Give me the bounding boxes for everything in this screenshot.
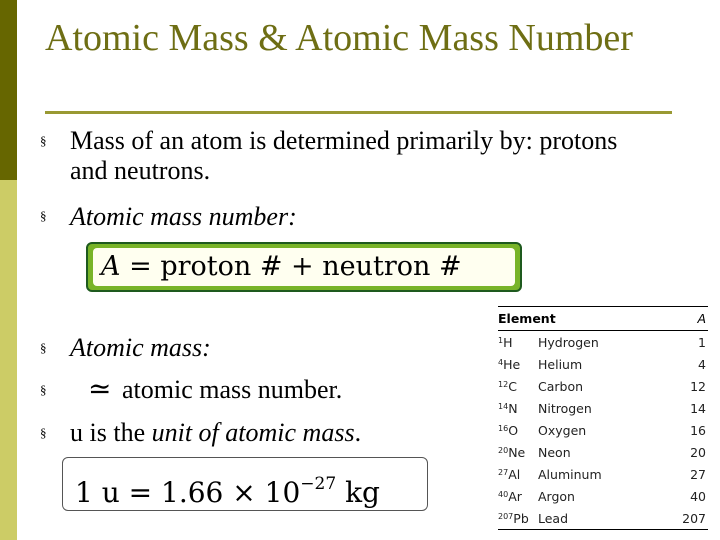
unit-italic: unit of atomic mass xyxy=(151,418,355,447)
accent-bar-dark xyxy=(0,0,17,180)
table-row xyxy=(498,331,708,354)
mass-superscript: 1 xyxy=(498,335,504,345)
element-table-body xyxy=(498,331,708,530)
mass-number: 16 xyxy=(690,422,706,438)
element-symbol: Ne xyxy=(508,444,526,460)
table-row xyxy=(498,375,708,397)
element-name: Aluminum xyxy=(538,466,602,482)
col-header-element: Element xyxy=(498,307,660,331)
element-name: Neon xyxy=(538,444,571,460)
table-row xyxy=(498,463,708,485)
mass-superscript: 27 xyxy=(498,467,509,477)
element-symbol: O xyxy=(508,422,519,438)
element-symbol: He xyxy=(503,356,521,372)
mass-number: 207 xyxy=(660,507,708,530)
element-name: Lead xyxy=(538,507,660,530)
mass-number: 1 xyxy=(698,334,706,350)
isotope-symbol xyxy=(498,375,538,397)
bullet-marker: § xyxy=(40,382,47,397)
isotope-symbol xyxy=(498,485,538,507)
title-underline xyxy=(45,111,672,114)
element-name: Argon xyxy=(538,488,575,504)
bullet-text-atomic-mass: Atomic mass: xyxy=(70,333,211,362)
element-name: Oxygen xyxy=(538,422,587,438)
element-symbol: Pb xyxy=(513,510,529,526)
mass-number: 12 xyxy=(690,378,706,394)
unit-prefix: u is the xyxy=(70,418,152,447)
equation-mass-number-box xyxy=(86,242,522,292)
element-name: Carbon xyxy=(538,378,584,394)
mass-superscript: 14 xyxy=(498,401,509,411)
bullet-marker: § xyxy=(40,425,47,440)
isotope-symbol xyxy=(498,353,538,375)
bullet-text-approx: atomic mass number. xyxy=(122,375,343,404)
element-name: Helium xyxy=(538,356,583,372)
mass-superscript: 12 xyxy=(498,379,509,389)
table-row xyxy=(498,419,708,441)
isotope-symbol xyxy=(498,507,538,530)
mass-superscript: 40 xyxy=(498,489,509,499)
mass-superscript: 207 xyxy=(498,511,514,521)
eq-rhs: proton # + neutron # xyxy=(160,251,462,282)
isotope-symbol xyxy=(498,397,538,419)
unit-suffix: . xyxy=(354,418,362,447)
col-header-a: A xyxy=(660,307,708,331)
eq-rel: = xyxy=(129,251,152,282)
bullet-marker: § xyxy=(40,208,47,223)
table-row xyxy=(498,397,708,419)
eq-unit-lhs: 1 u xyxy=(75,476,120,509)
bullet-marker: § xyxy=(40,133,47,148)
isotope-symbol xyxy=(498,331,538,354)
bullet-text-mass: Mass of an atom is determined primarily by: protons and neutrons. xyxy=(70,126,618,185)
mass-superscript: 4 xyxy=(498,357,504,367)
table-row xyxy=(498,353,708,375)
isotope-symbol xyxy=(498,463,538,485)
element-symbol: C xyxy=(508,378,517,394)
element-table xyxy=(498,306,708,530)
table-header-row xyxy=(498,307,708,331)
approx-equal-symbol: ≃ xyxy=(88,372,112,405)
table-row xyxy=(498,441,708,463)
mass-number: 14 xyxy=(690,400,706,416)
table-row xyxy=(498,507,708,530)
element-symbol: Al xyxy=(508,466,521,482)
table-row xyxy=(498,485,708,507)
isotope-symbol xyxy=(498,441,538,463)
bullet-text-unit xyxy=(70,418,361,448)
eq-unit-exp: −27 xyxy=(300,474,337,494)
mass-number: 40 xyxy=(690,488,706,504)
mass-number: 20 xyxy=(690,444,706,460)
eq-lhs: A xyxy=(101,251,121,282)
eq-unit-rel: = xyxy=(128,476,153,509)
mass-superscript: 20 xyxy=(498,445,509,455)
eq-unit-kg: kg xyxy=(345,476,380,509)
mass-number: 4 xyxy=(698,356,706,372)
eq-unit-coef: 1.66 × 10 xyxy=(161,476,301,509)
element-symbol: N xyxy=(508,400,518,416)
element-name: Hydrogen xyxy=(538,334,599,350)
isotope-symbol xyxy=(498,419,538,441)
element-name: Nitrogen xyxy=(538,400,592,416)
element-symbol: Ar xyxy=(508,488,522,504)
slide-title: Atomic Mass & Atomic Mass Number xyxy=(45,17,633,59)
accent-bar-light xyxy=(0,180,17,540)
mass-number: 27 xyxy=(690,466,706,482)
element-symbol: H xyxy=(503,334,513,350)
bullet-marker: § xyxy=(40,340,47,355)
equation-mass-number xyxy=(93,248,515,286)
mass-superscript: 16 xyxy=(498,423,509,433)
equation-unit-box xyxy=(62,457,428,511)
bullet-text-mass-number: Atomic mass number: xyxy=(70,202,297,231)
